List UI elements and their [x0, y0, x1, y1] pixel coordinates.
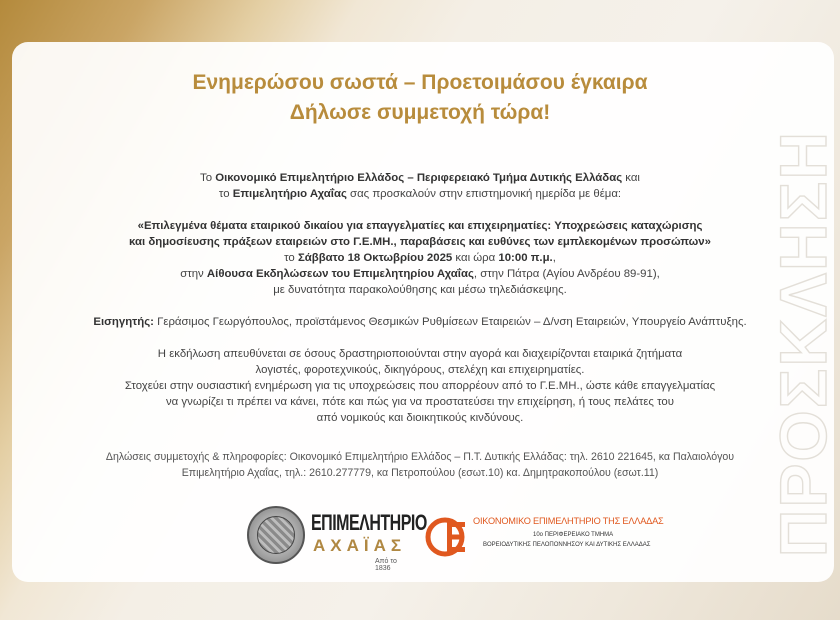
organizer-achaia: Επιμελητήριο Αχαΐας — [232, 188, 347, 200]
contact-line-1: Δηλώσεις συμμετοχής & πληροφορίες: Οικονομικό Επιμελητήριο Ελλάδος – Π.Τ. Δυτικής Ελλάδας: τηλ. 2610 221645, κα Παλαιολόγου — [105, 451, 735, 463]
oee-logo-sub-2: ΒΟΡΕΙΟΔΥΤΙΚΗΣ ΠΕΛΟΠΟΝΝΗΣΟΥ ΚΑΙ ΔΥΤΙΚΗΣ ΕΛΛΑΔΑΣ — [483, 542, 651, 548]
oee-logo — [425, 512, 664, 568]
topic-line-1: «Επιλεγμένα θέματα εταιρικού δικαίου για επαγγελματίες και επιχειρηματίες: Υποχρεώσεις καταχώρισης — [137, 220, 703, 232]
oee-logo-sub-1: 10ο ΠΕΡΙΦΕΡΕΙΑΚΟ ΤΜΗΜΑ — [533, 532, 614, 538]
audience-line-2: λογιστές, φοροτεχνικούς, δικηγόρους, στελέχη και επιχειρηματίες. — [255, 364, 585, 376]
invitation-body — [60, 170, 780, 426]
achaia-logo-since: Από το 1836 — [375, 558, 397, 572]
event-time: 10:00 π.μ. — [498, 252, 553, 264]
event-datetime: το Σάββατο 18 Οκτωβρίου 2025 και ώρα 10:00 π.μ., — [284, 252, 556, 264]
event-venue: στην Αίθουσα Εκδηλώσεων του Επιμελητηρίου Αχαΐας, στην Πάτρα (Αγίου Ανδρέου 89-91), — [180, 268, 660, 280]
event-date: Σάββατο 18 Οκτωβρίου 2025 — [297, 252, 453, 264]
audience-line-1: Η εκδήλωση απευθύνεται σε όσους δραστηριοποιούνται στην αγορά και διαχειρίζονται εταιρικά ζητήματα — [157, 348, 683, 360]
contact-info — [60, 449, 780, 481]
achaia-logo-name-2: ΑΧΑΪΑΣ — [313, 536, 407, 555]
speaker: Εισηγητής: Γεράσιμος Γεωργόπουλος, προϊστάμενος Θεσμικών Ρυθμίσεων Εταιρειών – Δ/νση Εταιρειών, Υπουργείο Ανάπτυξης. — [93, 316, 747, 328]
intro-line-2: το Επιμελητήριο Αχαΐας σας προσκαλούν στην επιστημονική ημερίδα με θέμα: — [218, 188, 622, 200]
organizer-oee: Οικονομικό Επιμελητήριο Ελλάδος – Περιφερειακό Τμήμα Δυτικής Ελλάδας — [215, 172, 623, 184]
venue-name: Αίθουσα Εκδηλώσεων του Επιμελητηρίου Αχαΐας — [206, 268, 474, 280]
intro-line-1: Το Οικονομικό Επιμελητήριο Ελλάδος – Περιφερειακό Τμήμα Δυτικής Ελλάδας και — [200, 172, 640, 184]
topic-line-2: και δημοσίευσης πράξεων εταιρειών στο Γ.Ε.ΜΗ., παραβάσεις και ευθύνες των εμπλεκομένων προσώπων» — [129, 236, 711, 248]
oee-mark-icon — [425, 514, 471, 560]
achaia-chamber-logo — [247, 506, 427, 572]
invitation-vertical-word: ΠΡΟΣΚΛΗΣΗ — [766, 130, 840, 558]
headline — [0, 68, 840, 128]
speaker-label: Εισηγητής: — [93, 316, 154, 328]
chamber-seal-icon — [247, 506, 305, 564]
oee-logo-title: ΟΙΚΟΝΟΜΙΚΟ ΕΠΙΜΕΛΗΤΗΡΙΟ ΤΗΣ ΕΛΛΑΔΑΣ — [473, 516, 664, 526]
headline-line-1: Ενημερώσου σωστά – Προετοιμάσου έγκαιρα — [192, 71, 648, 94]
event-remote-note: με δυνατότητα παρακολούθησης και μέσω τηλεδιάσκεψης. — [273, 284, 567, 296]
contact-line-2: Επιμελητήριο Αχαΐας, τηλ.: 2610.277779, κα Πετροπούλου (εσωτ.10) κα. Δημητρακοπούλου (εσωτ.11) — [181, 467, 659, 479]
audience-line-3: Στοχεύει στην ουσιαστική ενημέρωση για τις υποχρεώσεις που απορρέουν από το Γ.Ε.ΜΗ., ώστε κάθε επαγγελματίας — [124, 380, 716, 392]
audience-line-4: να γνωρίζει τι πρέπει να κάνει, πότε και πώς για να προστατεύσει την επιχείρηση, ή τους πελάτες του — [165, 396, 674, 408]
audience-line-5: από νομικούς και διοικητικούς κινδύνους. — [316, 412, 524, 424]
achaia-logo-name-1: ΕΠΙΜΕΛΗΤΗΡΙΟ — [311, 512, 427, 536]
headline-line-2: Δήλωσε συμμετοχή τώρα! — [289, 101, 551, 124]
